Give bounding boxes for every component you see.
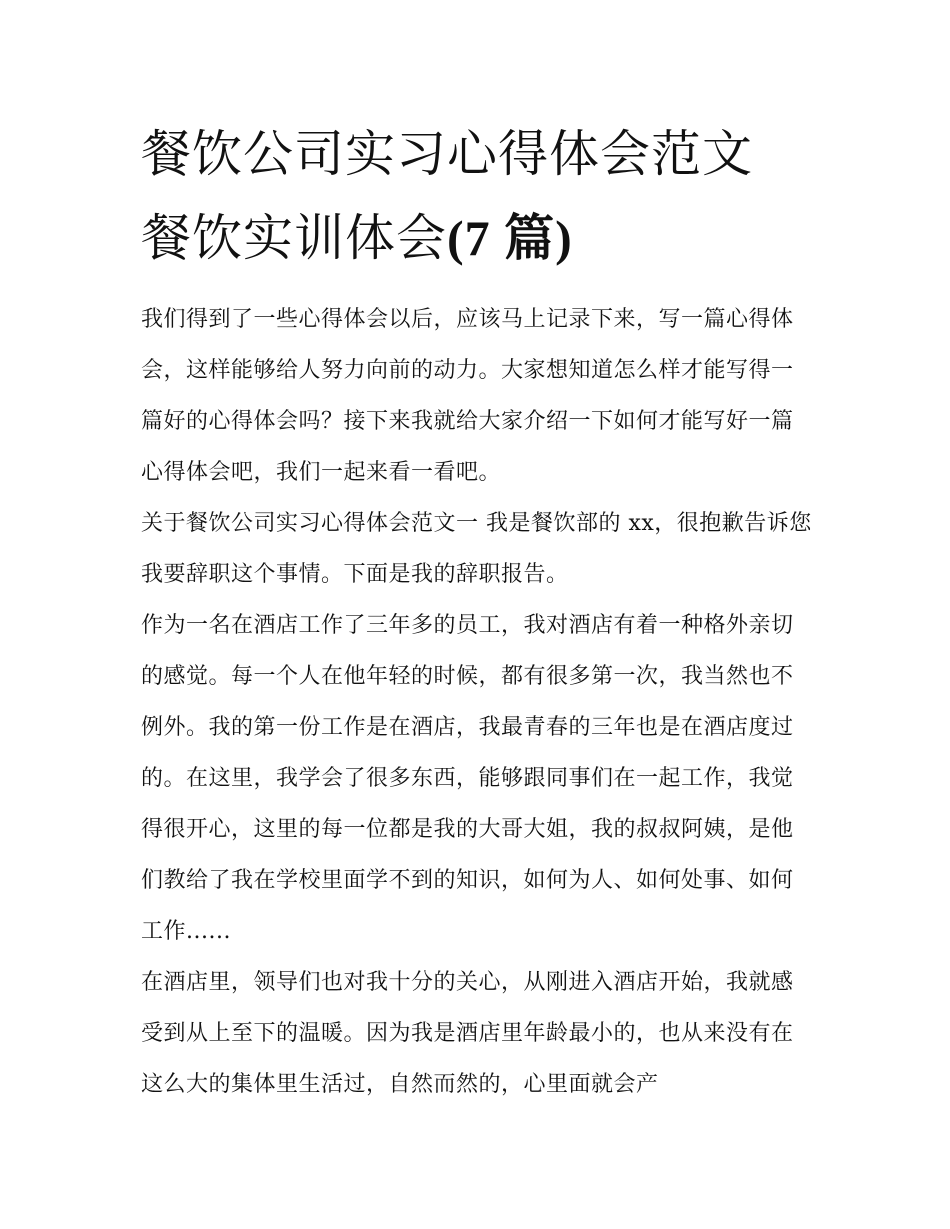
paragraph-leadership-care: 在酒店里，领导们也对我十分的关心，从刚进入酒店开始，我就感受到从上至下的温暖。因为我是酒店里年龄最小的，也从来没有在这么大的集体里生活过，自然而然的，心里面就会产	[141, 970, 794, 1097]
document-page	[141, 112, 813, 1110]
title-count: (7 篇)	[447, 210, 573, 266]
document-body	[141, 294, 813, 1110]
title-text: 餐饮公司实习心得体会范文 餐饮实训体会	[141, 125, 753, 267]
paragraph-work-experience: 作为一名在酒店工作了三年多的员工，我对酒店有着一种格外亲切的感觉。每一个人在他年轻的时候，都有很多第一次，我当然也不例外。我的第一份工作是在酒店，我最青春的三年也是在酒店度过的。在这里，我学会了很多东西，能够跟同事们在一起工作，我觉得很开心，这里的每一位都是我的大哥大姐，我的叔叔阿姨，是他们教给了我在学校里面学不到的知识，如何为人、如何处事、如何工作......	[141, 613, 794, 944]
paragraph-sample-one: 关于餐饮公司实习心得体会范文一 我是餐饮部的 xx，很抱歉告诉您我要辞职这个事情。下面是我的辞职报告。	[141, 511, 812, 587]
document-title	[141, 112, 813, 280]
paragraph-intro: 我们得到了一些心得体会以后，应该马上记录下来，写一篇心得体会，这样能够给人努力向前的动力。大家想知道怎么样才能写得一篇好的心得体会吗？接下来我就给大家介绍一下如何才能写好一篇心得体会吧，我们一起来看一看吧。	[141, 307, 794, 485]
